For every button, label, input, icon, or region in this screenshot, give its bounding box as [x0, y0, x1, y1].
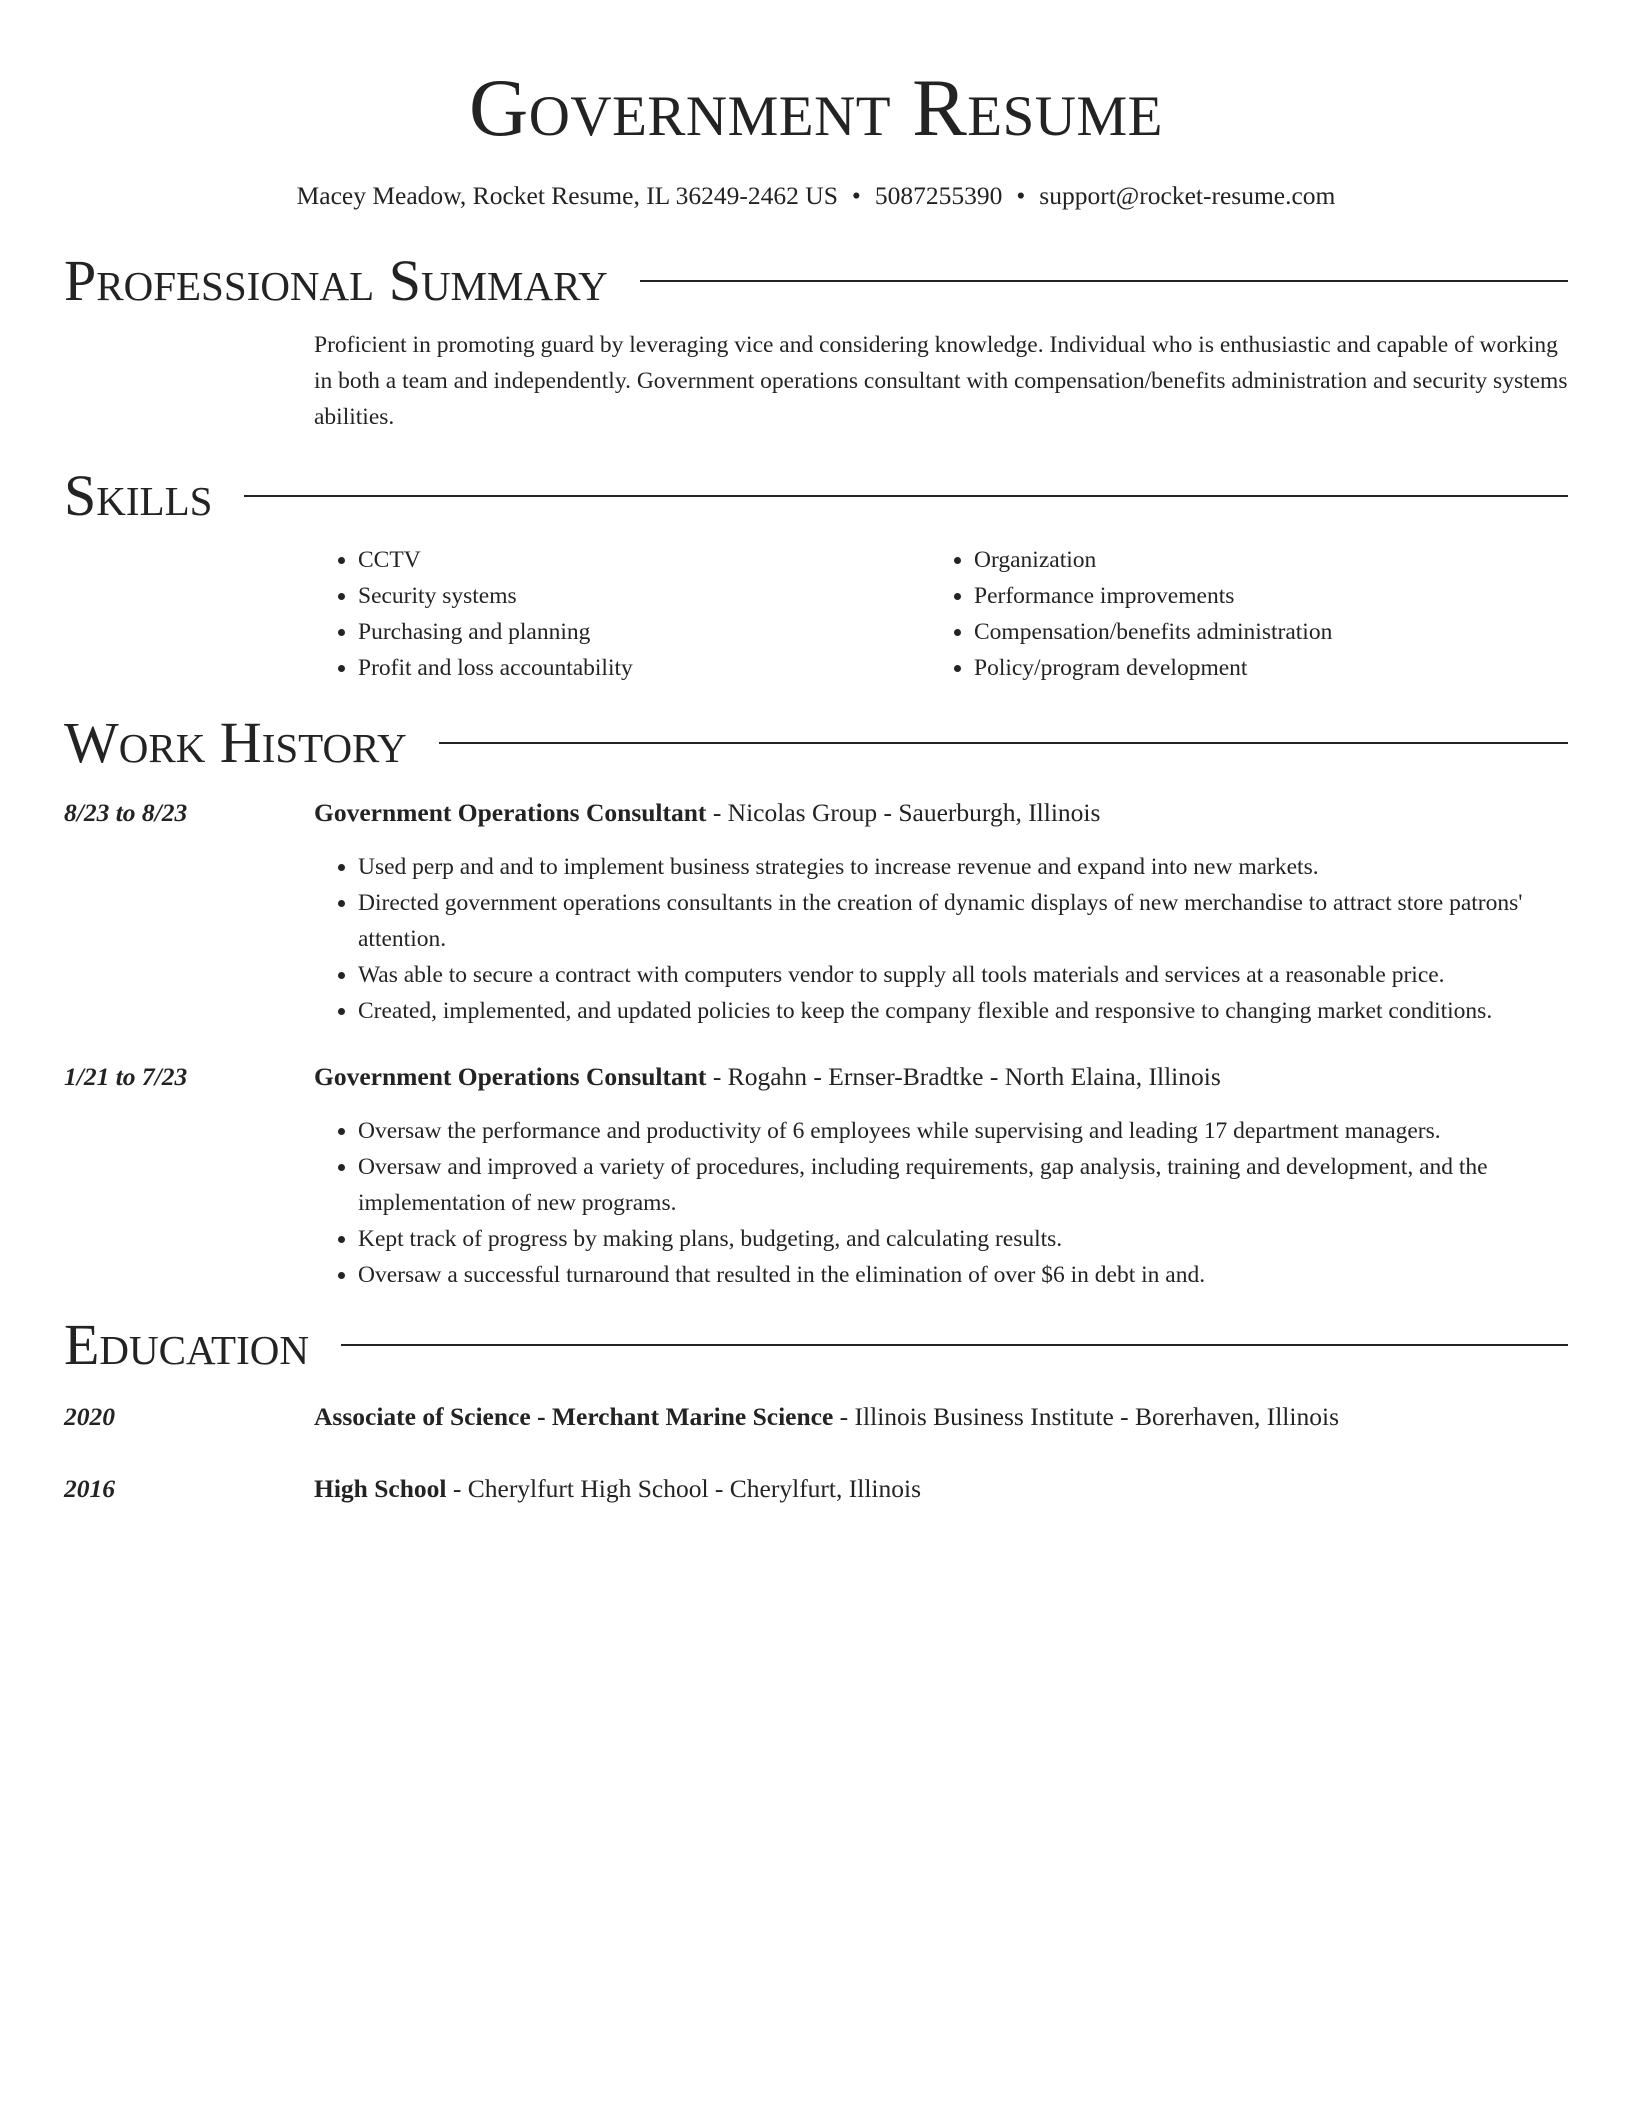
education-degree: High School: [314, 1474, 447, 1503]
skills-column-left: [314, 542, 930, 686]
job-header: [64, 1059, 1568, 1095]
job-bullets: [314, 1113, 1568, 1293]
section-divider: [640, 280, 1568, 282]
summary-heading: Professional Summary: [64, 248, 608, 313]
job-heading: [314, 795, 1100, 831]
job-dates: 8/23 to 8/23: [64, 798, 188, 827]
section-divider: [439, 742, 1568, 744]
skill-item: • Performance improvements: [974, 578, 1332, 614]
job-entry: [64, 1059, 1568, 1293]
education-year: 2020: [64, 1402, 115, 1431]
education-heading: Education: [64, 1312, 309, 1377]
job-details: - Rogahn - Ernser-Bradtke - North Elaina, Illinois: [706, 1062, 1221, 1091]
resume-title: Government Resume: [469, 62, 1163, 153]
job-bullets: [314, 849, 1568, 1029]
job-bullet: • Directed government operations consultants in the creation of dynamic displays of new merchandise to attract store patrons' attention.: [358, 885, 1568, 957]
contact-separator: •: [1016, 181, 1026, 210]
contact-separator: •: [851, 181, 861, 210]
job-bullet: • Oversaw and improved a variety of procedures, including requirements, gap analysis, training and development, and the implementation of new programs.: [358, 1149, 1568, 1221]
job-bullet: • Oversaw a successful turnaround that resulted in the elimination of over $6 in debt in and.: [358, 1257, 1568, 1293]
section-divider: [341, 1344, 1568, 1346]
education-entry: [64, 1399, 1568, 1435]
job-dates: 1/21 to 7/23: [64, 1062, 188, 1091]
skill-item: • CCTV: [358, 542, 930, 578]
job-entry: [64, 795, 1568, 1029]
work-section-header: [64, 711, 1568, 775]
skills-section-header: [64, 464, 1568, 528]
education-section-header: [64, 1313, 1568, 1377]
job-title: Government Operations Consultant: [314, 798, 707, 827]
skill-item: • Policy/program development: [974, 650, 1332, 686]
job-bullet: • Kept track of progress by making plans, budgeting, and calculating results.: [358, 1221, 1568, 1257]
education-details: - Illinois Business Institute - Borerhaven, Illinois: [833, 1402, 1339, 1431]
education-heading-line: [314, 1399, 1339, 1435]
job-heading: [314, 1059, 1221, 1095]
skill-item: • Organization: [974, 542, 1332, 578]
contact-email: support@rocket-resume.com: [1039, 181, 1336, 210]
education-degree: Associate of Science - Merchant Marine Science: [314, 1402, 834, 1431]
job-bullet: • Used perp and and to implement business strategies to increase revenue and expand into new markets.: [358, 849, 1568, 885]
work-heading: Work History: [64, 710, 407, 775]
summary-section-header: [64, 249, 1568, 313]
job-bullet: • Oversaw the performance and productivity of 6 employees while supervising and leading 17 department managers.: [358, 1113, 1568, 1149]
job-bullet-list: [314, 849, 1568, 1029]
job-title: Government Operations Consultant: [314, 1062, 707, 1091]
contact-line: [64, 180, 1568, 212]
skill-item: • Purchasing and planning: [358, 614, 930, 650]
education-entry: [64, 1471, 1568, 1507]
job-bullet: • Was able to secure a contract with computers vendor to supply all tools materials and services at a reasonable price.: [358, 957, 1568, 993]
job-bullet-list: [314, 1113, 1568, 1293]
education-year: 2016: [64, 1474, 115, 1503]
job-header: [64, 795, 1568, 831]
skill-item: • Security systems: [358, 578, 930, 614]
skills-heading: Skills: [64, 463, 213, 528]
skills-list: [314, 542, 1568, 686]
resume-page: [64, 0, 1568, 1507]
section-divider: [244, 495, 1568, 497]
summary-text: Proficient in promoting guard by leveraging vice and considering knowledge. Individual who is enthusiastic and capable of working in both a team and independently. Government operations consultant with compensation/benefits administration and security systems abilities.: [314, 332, 1568, 430]
job-bullet: • Created, implemented, and updated policies to keep the company flexible and responsive to changing market conditions.: [358, 993, 1568, 1029]
summary-body: [314, 327, 1568, 435]
contact-address: Macey Meadow, Rocket Resume, IL 36249-2462 US: [296, 181, 838, 210]
education-details: - Cherylfurt High School - Cherylfurt, Illinois: [446, 1474, 922, 1503]
skill-item: • Profit and loss accountability: [358, 650, 930, 686]
education-heading-line: [314, 1471, 921, 1507]
job-details: - Nicolas Group - Sauerburgh, Illinois: [706, 798, 1101, 827]
contact-phone: 5087255390: [874, 181, 1003, 210]
skill-item: • Compensation/benefits administration: [974, 614, 1332, 650]
skills-column-right: [930, 542, 1332, 686]
